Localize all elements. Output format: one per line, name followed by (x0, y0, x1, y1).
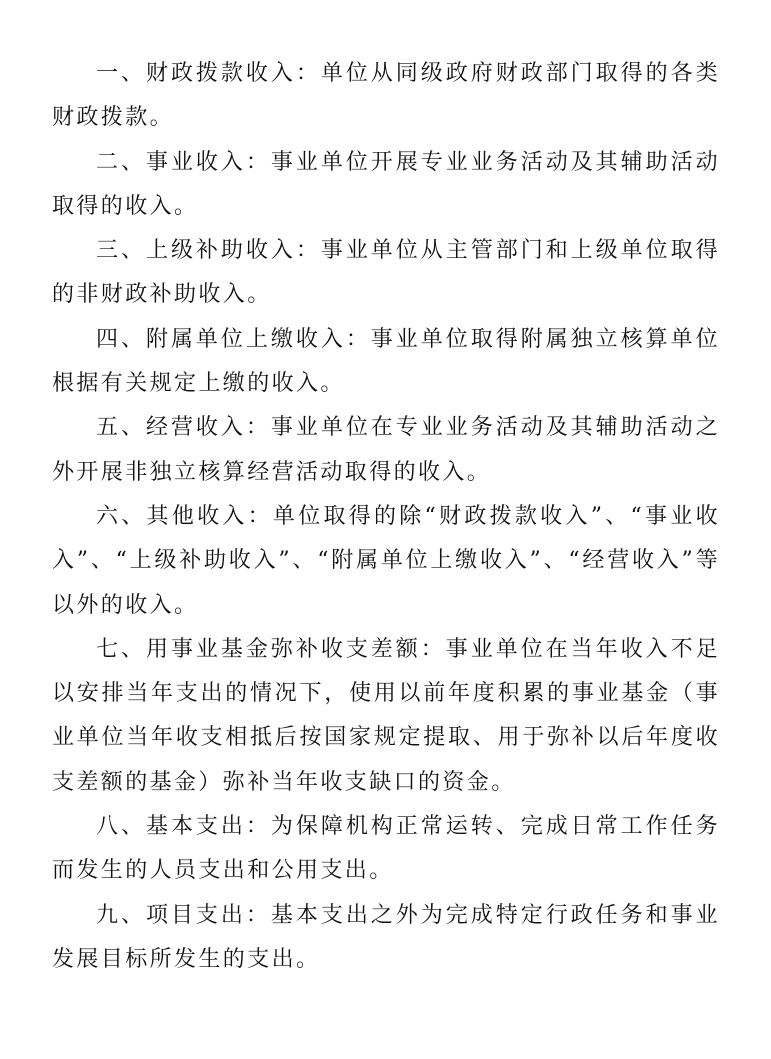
paragraph-superior-subsidy-income: 三、上级补助收入：事业单位从主管部门和上级单位取得的非财政补助收入。 (52, 238, 720, 308)
paragraph-business-income: 二、事业收入：事业单位开展专业业务活动及其辅助活动取得的收入。 (52, 149, 720, 219)
paragraph-project-expenditure: 九、项目支出：基本支出之外为完成特定行政任务和事业发展目标所发生的支出。 (52, 902, 720, 972)
paragraph-basic-expenditure: 八、基本支出：为保障机构正常运转、完成日常工作任务而发生的人员支出和公用支出。 (52, 814, 720, 884)
paragraph-business-fund-deficit-offset: 七、用事业基金弥补收支差额：事业单位在当年收入不足以安排当年支出的情况下，使用以前年度积累的事业基金（事业单位当年收支相抵后按国家规定提取、用于弥补以后年度收支差额的基金）弥补当年收支缺口的资金。 (52, 636, 720, 795)
paragraph-operating-income: 五、经营收入：事业单位在专业业务活动及其辅助活动之外开展非独立核算经营活动取得的收入。 (52, 415, 720, 485)
paragraph-subsidiary-remittance-income: 四、附属单位上缴收入：事业单位取得附属独立核算单位根据有关规定上缴的收入。 (52, 326, 720, 397)
paragraph-fiscal-appropriation-income: 一、财政拨款收入：单位从同级政府财政部门取得的各类财政拨款。 (52, 61, 720, 131)
document-page (52, 52, 720, 982)
paragraph-other-income: 六、其他收入：单位取得的除“财政拨款收入”、“事业收入”、“上级补助收入”、“附属单位上缴收入”、“经营收入”等以外的收入。 (52, 503, 720, 618)
